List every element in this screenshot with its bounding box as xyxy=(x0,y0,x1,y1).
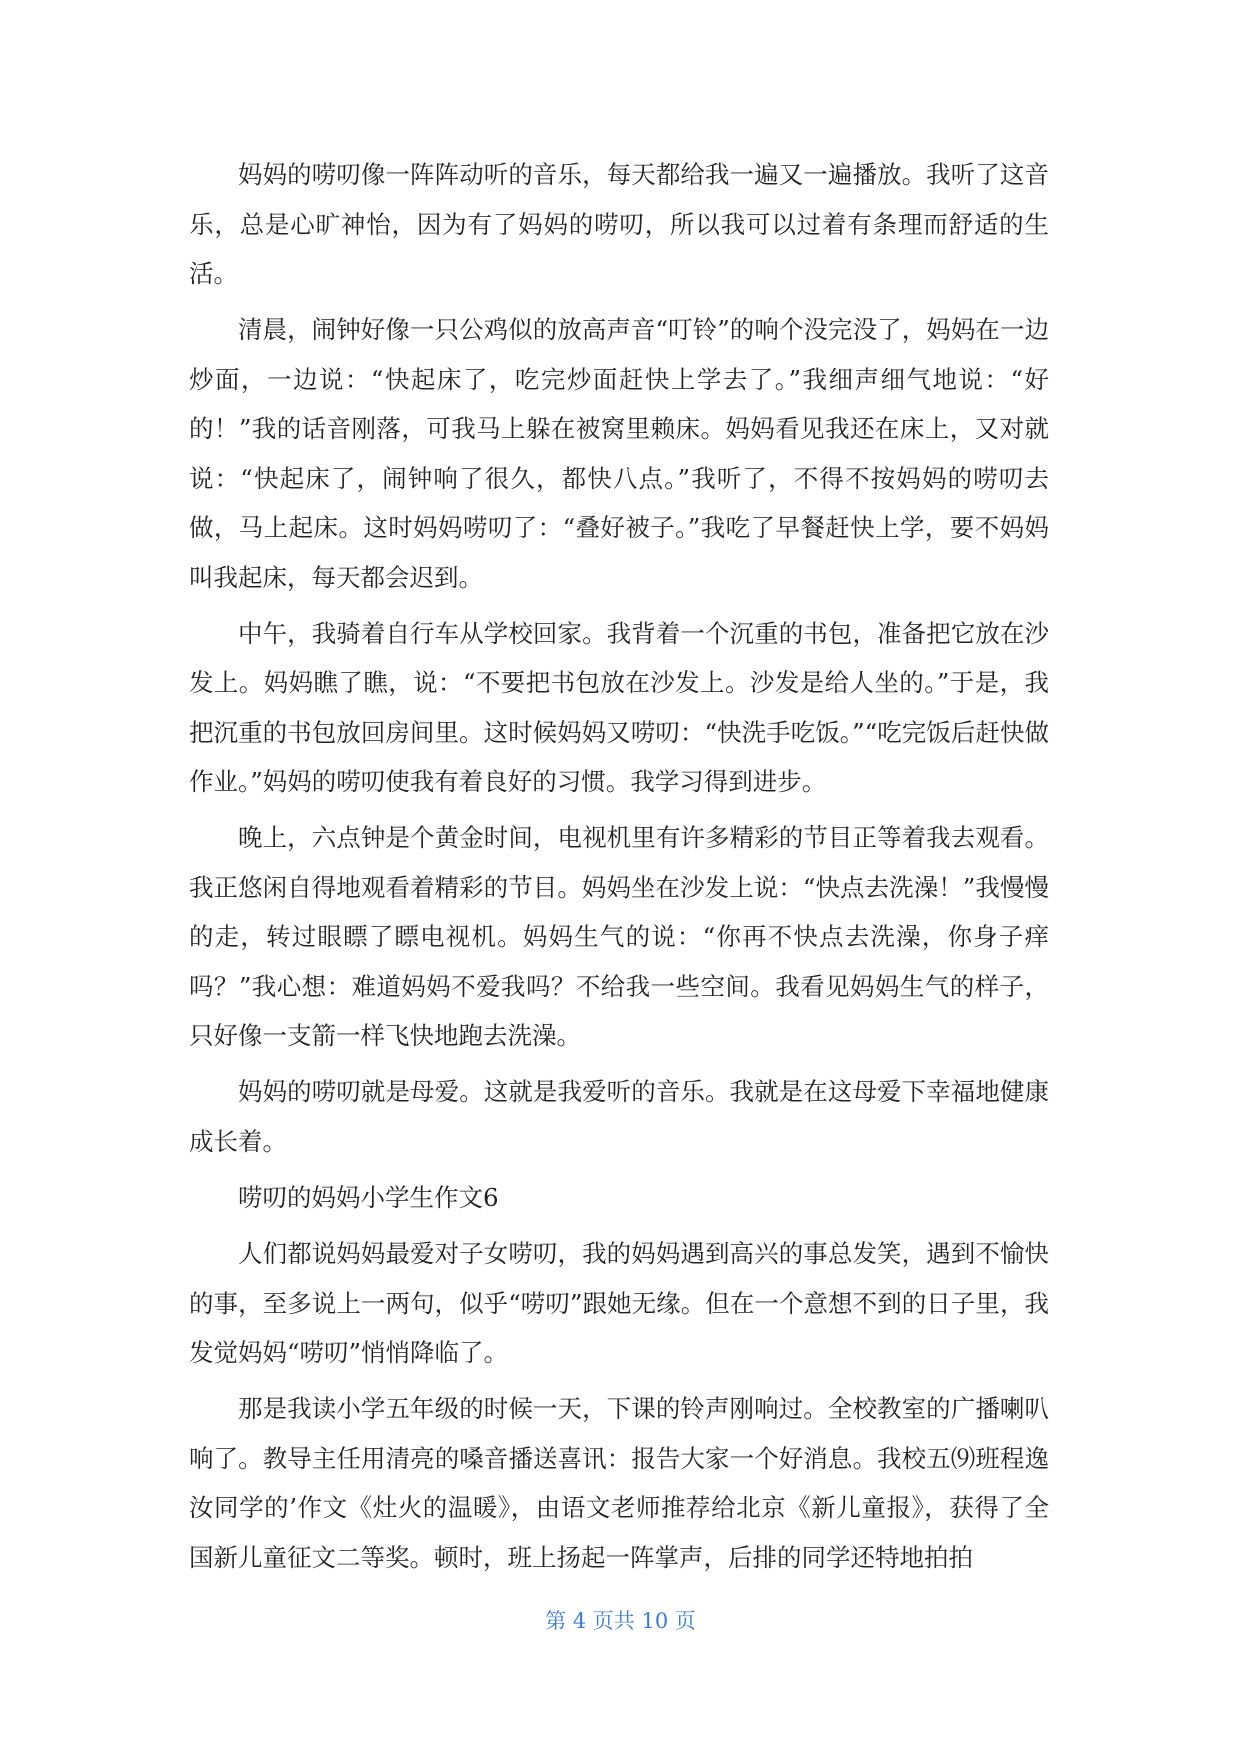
section-heading: 唠叨的妈妈小学生作文6 xyxy=(238,1182,499,1212)
paragraph-4: 晚上，六点钟是个黄金时间，电视机里有许多精彩的节目正等着我去观看。我正悠闲自得地观看着精彩的节目。妈妈坐在沙发上说：“快点去洗澡！”我慢慢的走，转过眼瞟了瞟电视机。妈妈生气的说：“你再不快点去洗澡，你身子痒吗？”我心想：难道妈妈不爱我吗？不给我一些空间。我看见妈妈生气的样子，只好像一支箭一样飞快地跑去洗澡。 xyxy=(189,823,1049,1051)
paragraph-6: 人们都说妈妈最爱对子女唠叨，我的妈妈遇到高兴的事总发笑，遇到不愉快的事，至多说上一两句，似乎“唠叨”跟她无缘。但在一个意想不到的日子里，我发觉妈妈“唠叨”悄悄降临了。 xyxy=(189,1239,1049,1368)
paragraph-2: 清晨，闹钟好像一只公鸡似的放高声音“叮铃”的响个没完没了，妈妈在一边炒面，一边说：“快起床了，吃完炒面赶快上学去了。”我细声细气地说：“好的！”我的话音刚落，可我马上躲在被窝里赖床。妈妈看见我还在床上，又对就说：“快起床了，闹钟响了很久，都快八点。”我听了，不得不按妈妈的唠叨去做，马上起床。这时妈妈唠叨了：“叠好被子。”我吃了早餐赶快上学，要不妈妈叫我起床，每天都会迟到。 xyxy=(189,315,1049,592)
page-number-footer: 第 4 页共 10 页 xyxy=(545,1609,696,1633)
paragraph-5: 妈妈的唠叨就是母爱。这就是我爱听的音乐。我就是在这母爱下幸福地健康成长着。 xyxy=(189,1077,1049,1156)
paragraph-1: 妈妈的唠叨像一阵阵动听的音乐，每天都给我一遍又一遍播放。我听了这音乐，总是心旷神怡，因为有了妈妈的唠叨，所以我可以过着有条理而舒适的生活。 xyxy=(189,160,1049,288)
document-body xyxy=(189,150,1049,1589)
paragraph-7: 那是我读小学五年级的时候一天，下课的铃声刚响过。全校教室的广播喇叭响了。教导主任用清亮的嗓音播送喜讯：报告大家一个好消息。我校五⑼班程逸汝同学的’作文《灶火的温暖》，由语文老师推荐给北京《新儿童报》，获得了全国新儿童征文二等奖。顿时，班上扬起一阵掌声，后排的同学还特地拍拍 xyxy=(189,1394,1049,1572)
paragraph-3: 中午，我骑着自行车从学校回家。我背着一个沉重的书包，准备把它放在沙发上。妈妈瞧了瞧，说：“不要把书包放在沙发上。沙发是给人坐的。”于是，我把沉重的书包放回房间里。这时候妈妈又唠叨：“快洗手吃饭。”“吃完饭后赶快做作业。”妈妈的唠叨使我有着良好的习惯。我学习得到进步。 xyxy=(189,618,1049,797)
